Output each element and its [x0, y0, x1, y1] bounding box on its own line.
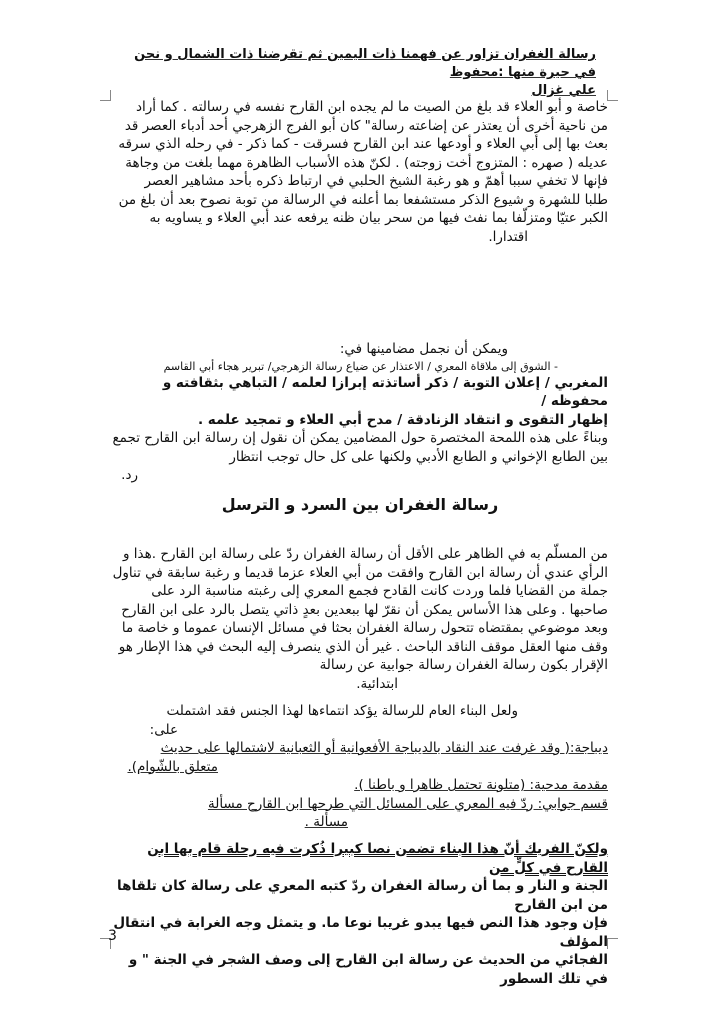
- text-line: خاصة و أبو العلاء قد بلغ من الصيت ما لم يجده ابن القارح نفسه في رسالته . كما أراد: [135, 99, 608, 115]
- text-line: وبعد موضوعي بمقتضاه تتحول رسالة الغفران بحثا في مسائل الإنسان عموما و خاصة ما: [121, 620, 608, 636]
- body-paragraph: [108, 545, 608, 693]
- text-line: من ناحية أخرى أن يعتذر عن إضاعته رسالة" كان أبو الفرج الزهرجي أحد أدباء العصر قد: [124, 117, 608, 134]
- header-line-2: علي غزال: [531, 83, 596, 98]
- themes-list-bold-2: إظهار التقوى و انتقاد الزنادقة / مدح أبي العلاء و تمجيد علمه .: [197, 411, 608, 428]
- themes-conclusion-2: بين الطابع الإخواني و الطابع الأدبي ولكنها على كل حال توجب انتظار: [229, 448, 608, 465]
- themes-lead: ويمكن أن نجمل مضامينها في:: [339, 341, 508, 357]
- text-line: اقتدارا.: [488, 228, 528, 245]
- text-line: من المسلّم به في الظاهر على الأقل أن رسالة الغفران ردّ على رسالة ابن القارح .هذا و: [122, 546, 608, 562]
- text-line: ولكنّ الفريك أنّ هذا البناء تضمن نصا كبيرا ذُكرت فيه رحلة قام بها ابن القارح في كلٍّ من: [147, 841, 608, 876]
- text-line: وقف منها العقل موقف الناقد الباحث . غير أن الذي ينصرف إليه البحث في هذا الإطار هو: [118, 638, 608, 655]
- margin-mark-bottom-right: [607, 938, 618, 949]
- margin-mark-top-right: [607, 90, 618, 101]
- themes-conclusion-1: وبناءً على هذه اللمحة المختصرة حول المضامين يمكن أن نقول إن رسالة ابن القارح تجمع: [112, 430, 608, 446]
- text-line: ابتدائية.: [356, 675, 398, 692]
- closing-paragraph: [108, 840, 608, 988]
- structure-intro: مقدمة مدحية: (متلونة تحتمل ظاهرا و باطنا ).: [354, 777, 608, 793]
- themes-conclusion-3: رد.: [121, 467, 138, 483]
- structure-reply-2: مسألة .: [304, 814, 348, 830]
- text-line: فإن وجود هذا النص فيها يبدو غريبا نوعا ما. و يتمثل وجه الغرابة في انتقال المؤلف: [113, 915, 608, 950]
- structure-reply-1: قسم جوابي: ردّ فيه المعري على المسائل التي طرحها ابن القارح مسألة: [207, 795, 608, 812]
- text-line: طلبا للشهرة و شيوع الذكر مستشفعا بما أعلنه في الرسالة من توبة نصوح بعد أن بلغ من: [118, 191, 608, 208]
- structure-lead-2: على:: [149, 721, 178, 738]
- structure-preamble-2: متعلق بالشّوام).: [127, 758, 218, 775]
- text-line: الفجائي من الحديث عن رسالة ابن القارح إلى وصف الشجر في الجنة " و في تلك السطور: [128, 952, 608, 987]
- text-line: بعث بها إلى أبي العلاء و أودعها عند ابن القارح فسرقت - كما ذكر - في رحله الذي سرقه: [118, 136, 608, 152]
- structure-section: [108, 702, 608, 832]
- themes-section: [108, 340, 608, 485]
- text-line: الرأي عندي أن رسالة ابن القارح وافقت من أبي العلاء عزما قديما و رغبة سابقة في تناول: [112, 564, 608, 581]
- themes-list-start: - الشوق إلى ملاقاة المعري / الاعتذار عن ضياع رسالة الزهرجي/ تبرير هجاء أبي القاسم: [163, 359, 558, 373]
- text-line: جملة من القضايا فلما وردت كانت القادح فجمع المعري إلى رغبته مناسبة الرد على: [151, 583, 608, 599]
- running-header: [112, 46, 596, 100]
- section-title: رسالة الغفران بين السرد و الترسل: [221, 495, 499, 514]
- structure-lead-1: ولعل البناء العام للرسالة يؤكد انتماءها لهذا الجنس فقد اشتملت: [166, 703, 518, 719]
- text-line: الجنة و النار و بما أن رسالة الغفران ردّ كتبه المعري على رسالة كان تلقاها من ابن القارح: [117, 878, 608, 913]
- header-line-1: رسالة الغفران تزاور عن فهمنا ذات اليمين ثم تقرضنا ذات الشمال و نحن في حيرة منها :محفوظ: [134, 47, 596, 80]
- text-line: الكبر عتيّا ومتزلّفا بما نفث فيها من سحر بيان ظنه يرفعه عند أبي العلاء و يساويه به: [149, 210, 608, 226]
- structure-preamble-1: ديباجة:( وقد غرفت عند النقاد بالديباجة الأفعوانية أو الثعبانية لاشتمالها على حديث: [160, 740, 608, 756]
- themes-list-bold-1: المغربي / إعلان التوبة / ذكر أساتذته إبرازا لعلمه / التباهي بثقافته و محفوظه /: [162, 374, 608, 409]
- text-line: صاحبها . وعلى هذا الأساس يمكن أن نقرّ لها ببعدين بعدٍ ذاتي يتصل بالرد على ابن القارح: [121, 601, 608, 618]
- text-line: فإنها لا تخفي سببا أهمّ و هو رغبة الشيخ الحلبي في ارتباط ذكره بأحد مشاهير العصر: [144, 173, 608, 189]
- text-line: الإقرار بكون رسالة الغفران رسالة جوابية عن رسالة: [319, 657, 608, 673]
- intro-paragraph: [108, 98, 608, 246]
- text-line: عديله ( صهره : المتزوج أخت زوجته) . لكنّ هذه الأسباب الظاهرة مهما بلغت من وجاهة: [125, 154, 608, 171]
- page-number: 3: [108, 928, 117, 944]
